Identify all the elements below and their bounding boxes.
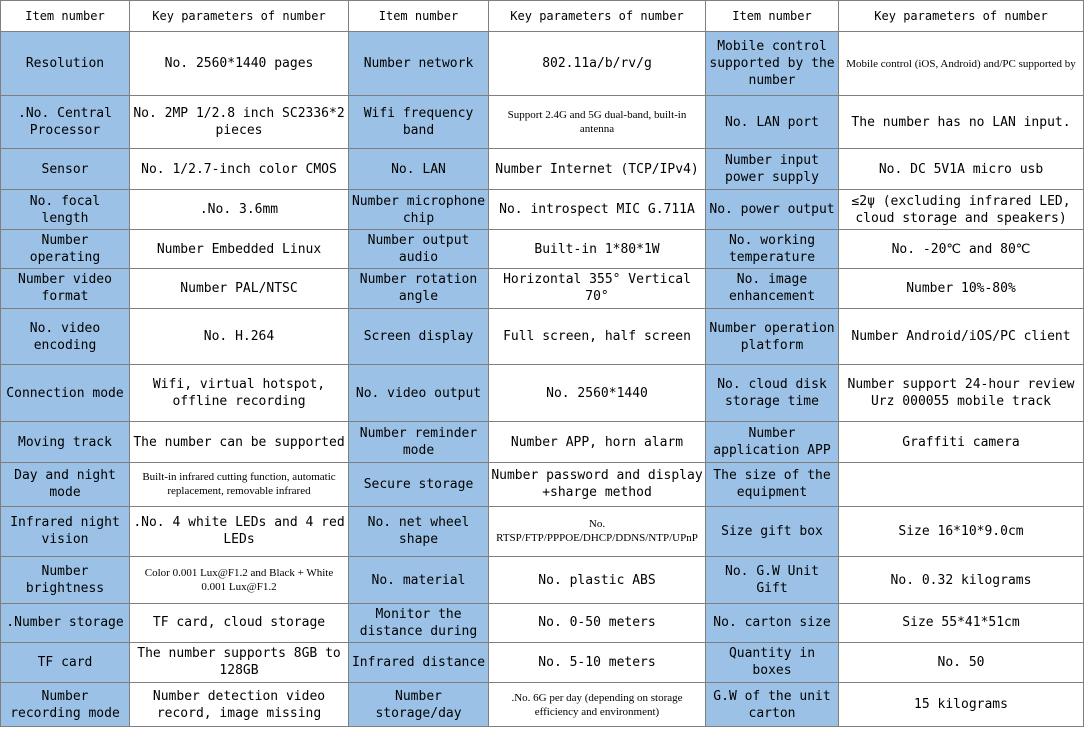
param-name-cell: Infrared night vision [1, 506, 130, 557]
param-name-cell: No. power output [706, 189, 839, 230]
param-name-cell: No. video encoding [1, 308, 130, 365]
param-name-cell: Moving track [1, 422, 130, 463]
table-row [1, 189, 1084, 230]
param-name-cell: TF card [1, 642, 130, 683]
param-name-cell: No. working temperature [706, 230, 839, 269]
param-name-cell: G.W of the unit carton [706, 683, 839, 727]
param-value-cell: No. -20℃ and 80℃ [839, 230, 1084, 269]
param-value-cell: Color 0.001 Lux@F1.2 and Black + White 0.001 Lux@F1.2 [130, 557, 349, 604]
table-row [1, 642, 1084, 683]
param-name-cell: .No. Central Processor [1, 96, 130, 149]
param-value-cell: Graffiti camera [839, 422, 1084, 463]
param-name-cell: The size of the equipment [706, 462, 839, 506]
param-value-cell: No. RTSP/FTP/PPPOE/DHCP/DDNS/NTP/UPnP [489, 506, 706, 557]
param-value-cell: No. plastic ABS [489, 557, 706, 604]
param-value-cell: No. 2560*1440 pages [130, 32, 349, 96]
param-name-cell: Number network [349, 32, 489, 96]
param-value-cell: Full screen, half screen [489, 308, 706, 365]
param-name-cell: Number recording mode [1, 683, 130, 727]
param-name-cell: Wifi frequency band [349, 96, 489, 149]
param-value-cell: No. 2MP 1/2.8 inch SC2336*2 pieces [130, 96, 349, 149]
table-row [1, 96, 1084, 149]
param-name-cell: No. carton size [706, 604, 839, 643]
table-row [1, 604, 1084, 643]
param-name-cell: Sensor [1, 149, 130, 190]
param-name-cell: Number input power supply [706, 149, 839, 190]
param-value-cell: .No. 4 white LEDs and 4 red LEDs [130, 506, 349, 557]
param-name-cell: Number brightness [1, 557, 130, 604]
param-name-cell: Mobile control supported by the number [706, 32, 839, 96]
param-name-cell: Secure storage [349, 462, 489, 506]
header-cell: Item number [349, 1, 489, 32]
param-value-cell: The number supports 8GB to 128GB [130, 642, 349, 683]
param-name-cell: .Number storage [1, 604, 130, 643]
param-value-cell: No. 50 [839, 642, 1084, 683]
param-name-cell: Connection mode [1, 365, 130, 422]
param-value-cell: Number PAL/NTSC [130, 269, 349, 309]
param-value-cell: Horizontal 355° Vertical 70° [489, 269, 706, 309]
param-value-cell: No. 0.32 kilograms [839, 557, 1084, 604]
param-value-cell: Wifi, virtual hotspot, offline recording [130, 365, 349, 422]
param-name-cell: Number operating [1, 230, 130, 269]
table-row [1, 32, 1084, 96]
header-cell: Key parameters of number [839, 1, 1084, 32]
param-value-cell: No. 2560*1440 [489, 365, 706, 422]
param-value-cell: ≤2ψ (excluding infrared LED, cloud storage and speakers) [839, 189, 1084, 230]
header-cell: Key parameters of number [489, 1, 706, 32]
param-name-cell: Number storage/day [349, 683, 489, 727]
param-name-cell: No. image enhancement [706, 269, 839, 309]
param-value-cell: No. 1/2.7-inch color CMOS [130, 149, 349, 190]
table-row [1, 149, 1084, 190]
table-row [1, 506, 1084, 557]
param-name-cell: Number reminder mode [349, 422, 489, 463]
table-row [1, 683, 1084, 727]
param-value-cell: Number 10%-80% [839, 269, 1084, 309]
param-value-cell: No. 5-10 meters [489, 642, 706, 683]
param-value-cell: The number has no LAN input. [839, 96, 1084, 149]
table-row [1, 422, 1084, 463]
param-value-cell: 802.11a/b/rv/g [489, 32, 706, 96]
param-name-cell: No. LAN port [706, 96, 839, 149]
table-row [1, 269, 1084, 309]
param-value-cell: Built-in infrared cutting function, automatic replacement, removable infrared [130, 462, 349, 506]
table-row [1, 308, 1084, 365]
param-name-cell: Number video format [1, 269, 130, 309]
param-value-cell: No. H.264 [130, 308, 349, 365]
param-name-cell: Number rotation angle [349, 269, 489, 309]
param-value-cell: No. DC 5V1A micro usb [839, 149, 1084, 190]
param-name-cell: Monitor the distance during [349, 604, 489, 643]
header-cell: Key parameters of number [130, 1, 349, 32]
table-row [1, 230, 1084, 269]
param-value-cell: TF card, cloud storage [130, 604, 349, 643]
param-name-cell: Number application APP [706, 422, 839, 463]
param-value-cell: Number Internet (TCP/IPv4) [489, 149, 706, 190]
param-value-cell: Number Embedded Linux [130, 230, 349, 269]
param-name-cell: No. net wheel shape [349, 506, 489, 557]
param-name-cell: Number operation platform [706, 308, 839, 365]
param-value-cell: The number can be supported [130, 422, 349, 463]
param-name-cell: No. LAN [349, 149, 489, 190]
param-name-cell: Screen display [349, 308, 489, 365]
param-name-cell: Day and night mode [1, 462, 130, 506]
param-name-cell: No. G.W Unit Gift [706, 557, 839, 604]
param-value-cell: Size 16*10*9.0cm [839, 506, 1084, 557]
table-row [1, 557, 1084, 604]
header-row [1, 1, 1084, 32]
param-value-cell: Built-in 1*80*1W [489, 230, 706, 269]
table-row [1, 462, 1084, 506]
param-name-cell: Infrared distance [349, 642, 489, 683]
param-value-cell: .No. 6G per day (depending on storage efficiency and environment) [489, 683, 706, 727]
param-value-cell: Number detection video record, image missing [130, 683, 349, 727]
param-value-cell: Mobile control (iOS, Android) and/PC supported by [839, 32, 1084, 96]
param-name-cell: Resolution [1, 32, 130, 96]
param-value-cell: Number password and display +sharge method [489, 462, 706, 506]
param-value-cell: Number Android/iOS/PC client [839, 308, 1084, 365]
param-name-cell: Size gift box [706, 506, 839, 557]
param-value-cell: No. 0-50 meters [489, 604, 706, 643]
header-cell: Item number [706, 1, 839, 32]
param-name-cell: Number microphone chip [349, 189, 489, 230]
param-name-cell: No. cloud disk storage time [706, 365, 839, 422]
param-name-cell: No. video output [349, 365, 489, 422]
param-name-cell: Quantity in boxes [706, 642, 839, 683]
param-value-cell: Size 55*41*51cm [839, 604, 1084, 643]
param-name-cell: No. focal length [1, 189, 130, 230]
header-cell: Item number [1, 1, 130, 32]
spec-table-body [1, 1, 1084, 727]
param-value-cell: Number APP, horn alarm [489, 422, 706, 463]
param-value-cell: Support 2.4G and 5G dual-band, built-in antenna [489, 96, 706, 149]
table-row [1, 365, 1084, 422]
param-name-cell: No. material [349, 557, 489, 604]
param-name-cell: Number output audio [349, 230, 489, 269]
param-value-cell: No. introspect MIC G.711A [489, 189, 706, 230]
param-value-cell: .No. 3.6mm [130, 189, 349, 230]
param-value-cell: Number support 24-hour review Urz 000055 mobile track [839, 365, 1084, 422]
param-value-cell: 15 kilograms [839, 683, 1084, 727]
param-value-cell [839, 462, 1084, 506]
